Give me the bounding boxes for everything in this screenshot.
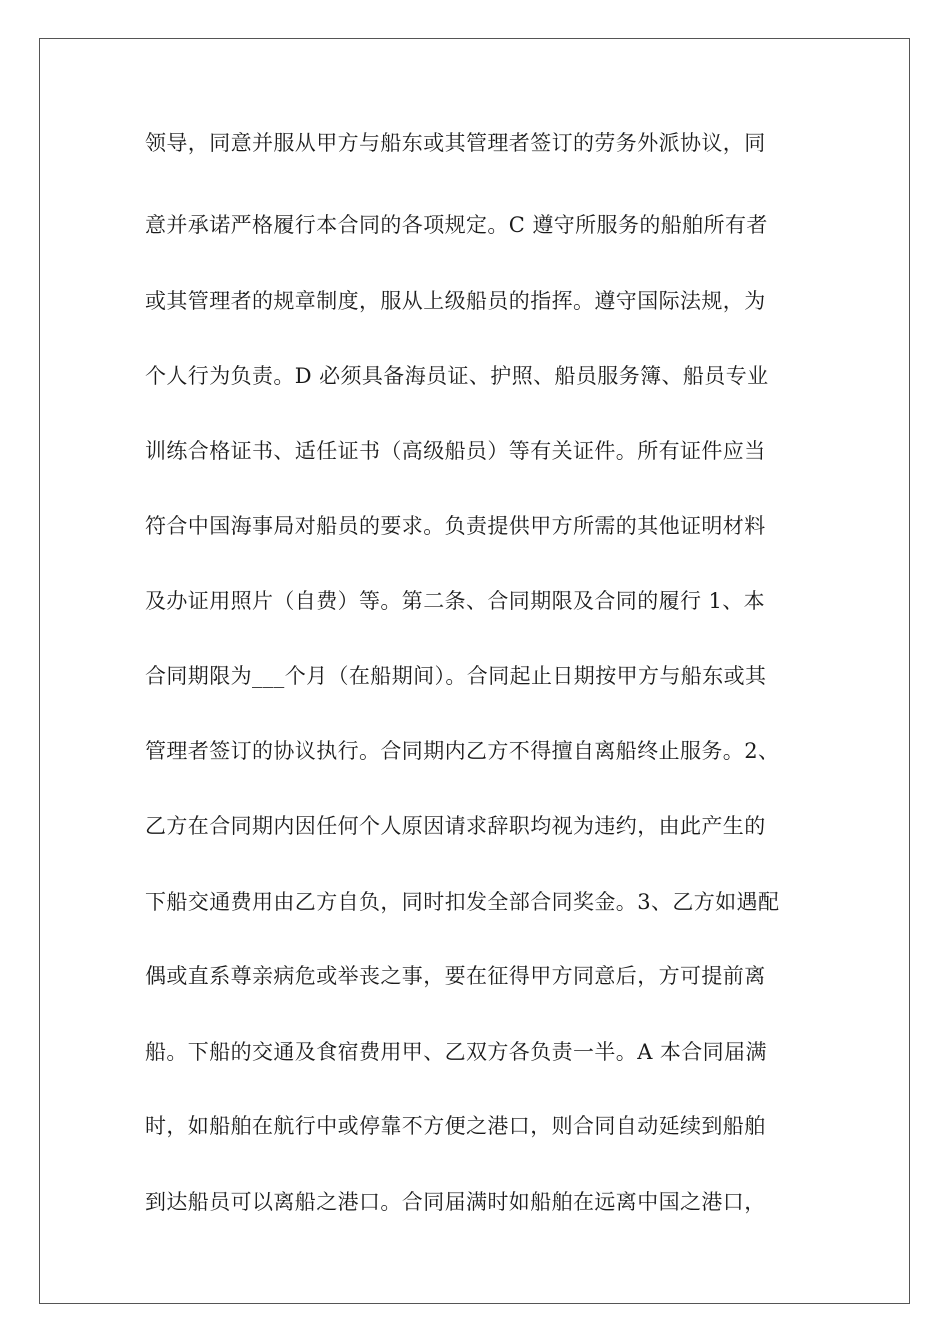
text-line: 意并承诺严格履行本合同的各项规定。C 遵守所服务的船舶所有者 <box>145 213 768 237</box>
text-line: 个人行为负责。D 必须具备海员证、护照、船员服务簿、船员专业 <box>145 364 769 388</box>
text-line: 训练合格证书、适任证书（高级船员）等有关证件。所有证件应当 <box>145 439 766 463</box>
text-line: 符合中国海事局对船员的要求。负责提供甲方所需的其他证明材料 <box>145 514 766 538</box>
text-line: 到达船员可以离船之港口。合同届满时如船舶在远离中国之港口， <box>145 1190 766 1214</box>
text-line: 偶或直系尊亲病危或举丧之事，要在征得甲方同意后，方可提前离 <box>145 964 766 988</box>
text-line: 下船交通费用由乙方自负，同时扣发全部合同奖金。3、乙方如遇配 <box>145 890 780 914</box>
text-line: 时，如船舶在航行中或停靠不方便之港口，则合同自动延续到船舶 <box>145 1114 766 1138</box>
text-line: 或其管理者的规章制度，服从上级船员的指挥。遵守国际法规，为 <box>145 289 766 313</box>
text-line: 及办证用照片（自费）等。第二条、合同期限及合同的履行 1、本 <box>145 589 766 613</box>
text-line: 合同期限为___个月（在船期间）。合同起止日期按甲方与船东或其 <box>145 664 767 688</box>
text-line: 船。下船的交通及食宿费用甲、乙双方各负责一半。A 本合同届满 <box>145 1040 767 1064</box>
text-line: 乙方在合同期内因任何个人原因请求辞职均视为违约，由此产生的 <box>145 814 766 838</box>
text-line: 管理者签订的协议执行。合同期内乙方不得擅自离船终止服务。2、 <box>145 739 780 763</box>
text-line: 领导，同意并服从甲方与船东或其管理者签订的劳务外派协议，同 <box>145 131 766 155</box>
